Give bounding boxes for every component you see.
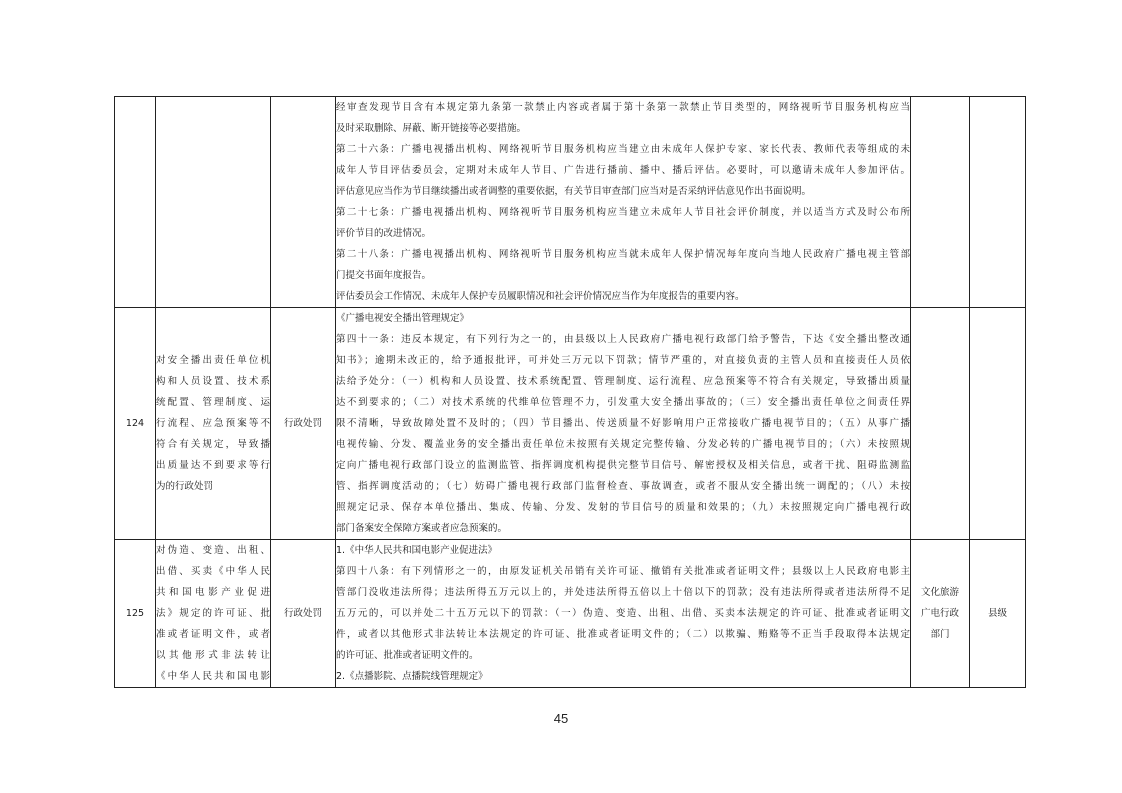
basis-line: 评价节目的改进情况。 xyxy=(336,228,432,239)
basis-line: 件，或者以其他形式非法转让本法规定的许可证、批准或者证明文件的；（二）以欺骗、贿赂等不正当手段取得本法规定 xyxy=(336,629,910,640)
basis-line: 定向广播电视行政部门设立的监测监管、指挥调度机构提供完整节目信号、解密授权及相关信息，或者干扰、阻碍监测监 xyxy=(336,460,910,471)
basis-line: 1.《中华人民共和国电影产业促进法》 xyxy=(336,545,498,556)
basis-line: 成年人节目评估委员会，定期对未成年人节目、广告进行播前、播中、播后评估。必要时，可以邀请未成年人参加评估。 xyxy=(336,165,910,176)
page-number: 45 xyxy=(553,711,569,726)
table-row xyxy=(115,97,1026,308)
matter-line: 准或者证明文件，或者 xyxy=(156,629,270,640)
matter-line: 统配置、管理制度、运 xyxy=(156,397,270,408)
matter-line: 行流程、应急预案等不 xyxy=(156,418,270,429)
basis-line: 经审查发现节目含有本规定第九条第一款禁止内容或者属于第十条第一款禁止节目类型的，网络视听节目服务机构应当 xyxy=(336,102,910,113)
level-cell xyxy=(970,308,1026,540)
matter-cell xyxy=(156,308,271,540)
basis-line: 知书》；逾期未改正的，给予通报批评，可并处三万元以下罚款；情节严重的，对直接负责的主管人员和直接责任人员依 xyxy=(336,355,910,366)
basis-line: 第四十一条：违反本规定，有下列行为之一的，由县级以上人民政府广播电视行政部门给予警告，下达《安全播出整改通 xyxy=(336,334,910,345)
category-cell: 行政处罚 xyxy=(271,540,336,688)
basis-line: 照规定记录、保存本单位播出、集成、传输、分发、发射的节目信号的质量和效果的；（九）未按照规定向广播电视行政 xyxy=(336,502,910,513)
row-number xyxy=(115,97,156,308)
basis-line: 电视传输、分发、覆盖业务的安全播出责任单位未按照有关规定完整传输、分发必转的广播电视节目的；（六）未按照规 xyxy=(336,439,910,450)
department-line: 部门 xyxy=(930,629,950,640)
department-cell xyxy=(911,97,970,308)
legal-basis-cell xyxy=(336,540,911,688)
basis-line: 法给予处分：（一）机构和人员设置、技术系统配置、管理制度、运行流程、应急预案等不符合有关规定，导致播出质量 xyxy=(336,376,910,387)
matter-line: 出借、买卖《中华人民 xyxy=(156,566,270,577)
matter-line: 以其他形式非法转让 xyxy=(156,650,270,661)
matter-line: 为的行政处罚 xyxy=(156,481,214,492)
basis-line: 评估意见应当作为节目继续播出或者调整的重要依据，有关节目审查部门应当对是否采纳评估意见作出书面说明。 xyxy=(336,186,812,197)
legal-basis-cell xyxy=(336,97,911,308)
department-cell xyxy=(911,308,970,540)
basis-line: 部门备案安全保障方案或者应急预案的。 xyxy=(336,523,508,534)
basis-line: 限不清晰，导致故障处置不及时的；（四）节目播出、传送质量不好影响用户正常接收广播电视节目的；（五）从事广播 xyxy=(336,418,910,429)
matter-line: 出质量达不到要求等行 xyxy=(156,460,270,471)
table-row xyxy=(115,540,1026,688)
enforcement-table xyxy=(114,96,1026,688)
matter-line: 共和国电影产业促进 xyxy=(156,587,270,598)
category-cell: 行政处罚 xyxy=(271,308,336,540)
basis-line: 第二十六条：广播电视播出机构、网络视听节目服务机构应当建立由未成年人保护专家、家长代表、教师代表等组成的未 xyxy=(336,144,910,155)
matter-line: 《中华人民共和国电影 xyxy=(156,671,270,682)
level-cell: 县级 xyxy=(970,540,1026,688)
department-line: 广电行政 xyxy=(920,608,959,619)
department-cell xyxy=(911,540,970,688)
basis-line: 《广播电视安全播出管理规定》 xyxy=(336,313,470,324)
legal-basis-cell xyxy=(336,308,911,540)
basis-line: 管部门没收违法所得；违法所得五万元以上的，并处违法所得五倍以上十倍以下的罚款；没有违法所得或者违法所得不足 xyxy=(336,587,910,598)
department-line: 文化旅游 xyxy=(920,587,959,598)
matter-line: 构和人员设置、技术系 xyxy=(156,376,270,387)
matter-line: 对伪造、变造、出租、 xyxy=(156,545,270,556)
basis-line: 第四十八条：有下列情形之一的，由原发证机关吊销有关许可证、撤销有关批准或者证明文件；县级以上人民政府电影主 xyxy=(336,566,910,577)
basis-line: 评估委员会工作情况、未成年人保护专员履职情况和社会评价情况应当作为年度报告的重要内容。 xyxy=(336,291,745,302)
basis-line: 管、指挥调度活动的；（七）妨碍广播电视行政部门监督检查、事故调查，或者不服从安全播出统一调配的；（八）未按 xyxy=(336,481,910,492)
basis-line: 五万元的，可以并处二十五万元以下的罚款：（一）伪造、变造、出租、出借、买卖本法规定的许可证、批准或者证明文 xyxy=(336,608,910,619)
basis-line: 第二十七条：广播电视播出机构、网络视听节目服务机构应当建立未成年人节目社会评价制度，并以适当方式及时公布所 xyxy=(336,207,910,218)
basis-line: 第二十八条：广播电视播出机构、网络视听节目服务机构应当就未成年人保护情况每年度向当地人民政府广播电视主管部 xyxy=(336,249,910,260)
category-cell xyxy=(271,97,336,308)
matter-line: 符合有关规定，导致播 xyxy=(156,439,270,450)
matter-cell xyxy=(156,97,271,308)
basis-line: 及时采取删除、屏蔽、断开链接等必要措施。 xyxy=(336,123,527,134)
basis-line: 门提交书面年度报告。 xyxy=(336,270,432,281)
row-number: 125 xyxy=(115,540,156,688)
basis-line: 达不到要求的；（二）对技术系统的代维单位管理不力，引发重大安全播出事故的；（三）安全播出责任单位之间责任界 xyxy=(336,397,910,408)
row-number: 124 xyxy=(115,308,156,540)
basis-line: 的许可证、批准或者证明文件的。 xyxy=(336,650,479,661)
level-cell xyxy=(970,97,1026,308)
basis-line: 2.《点播影院、点播院线管理规定》 xyxy=(336,671,488,682)
matter-line: 法》规定的许可证、批 xyxy=(156,608,270,619)
matter-cell xyxy=(156,540,271,688)
table-row xyxy=(115,308,1026,540)
matter-line: 对安全播出责任单位机 xyxy=(156,355,270,366)
